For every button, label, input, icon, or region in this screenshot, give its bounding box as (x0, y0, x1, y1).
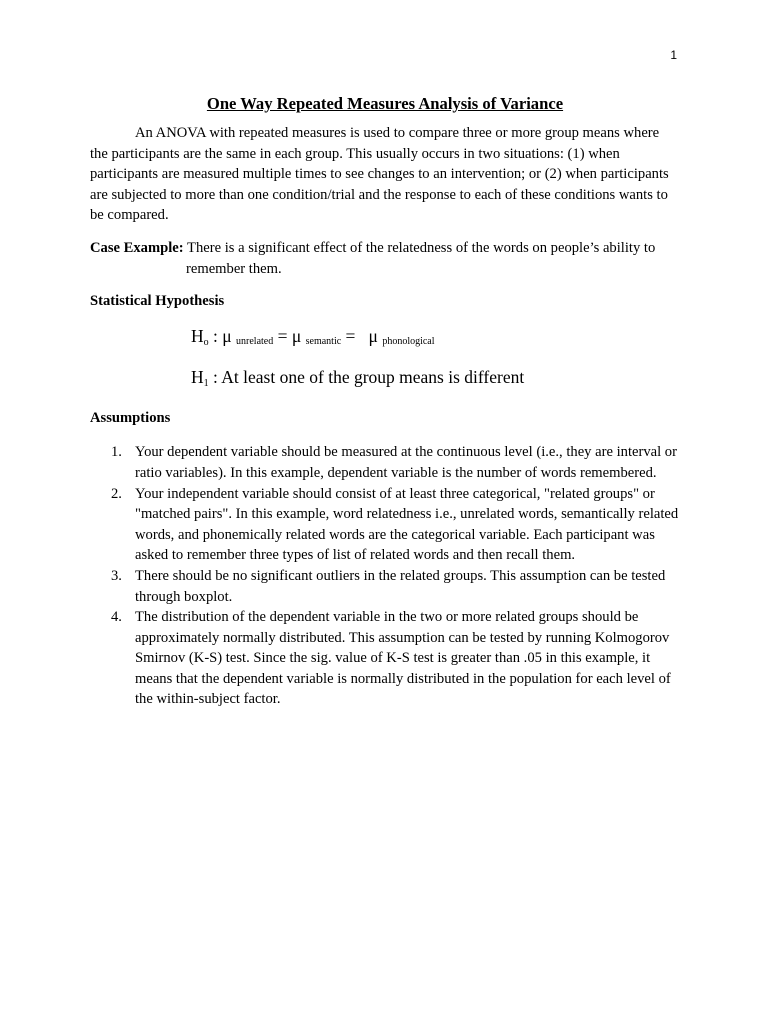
alternative-hypothesis (191, 365, 680, 396)
list-item (90, 484, 680, 566)
list-item-number: 2. (111, 485, 122, 502)
subscript-unrelated: unrelated (236, 335, 274, 347)
mu-symbol-3: μ (368, 325, 378, 346)
subscript-phonological: phonological (382, 335, 435, 347)
list-item-text: The distribution of the dependent variable in the two or more related groups should be approximately normally distributed. This assumption can be tested by running Kolmogorov Smirnov (K-S) test. Since the sig. value of K-S test is greater than .05 in this example, it means that the dependent variable is normally distributed in the population for each level of the within-subject factor. (135, 609, 671, 708)
intro-paragraph: An ANOVA with repeated measures is used to compare three or more group means where the participants are the same in each group. This usually occurs in two situations: (1) when participants are measured multiple times to see changes to an intervention; or (2) when participants are subjected to more than one condition/trial and the response to each of these conditions wants to be compared. (90, 125, 669, 224)
alt-hypothesis-subscript: 1 (203, 377, 209, 389)
null-hypothesis-colon: : (208, 325, 223, 346)
list-item (90, 442, 680, 483)
list-item-number: 3. (111, 567, 122, 584)
null-hypothesis-subscript: o (203, 336, 209, 348)
case-example-label: Case Example: (90, 239, 184, 256)
subscript-semantic: semantic (305, 335, 342, 347)
null-hypothesis-symbol: H (191, 325, 204, 346)
mu-symbol-2: μ (291, 325, 302, 346)
list-item (90, 566, 680, 607)
mu-symbol-1: μ (222, 325, 232, 346)
list-item-text: Your dependent variable should be measured at the continuous level (i.e., they are interval or ratio variables). In this example, dependent variable is the number of words remembered. (135, 444, 677, 481)
statistical-hypothesis-heading: Statistical Hypothesis (90, 293, 225, 310)
list-item-text: Your independent variable should consist of at least three categorical, "related groups" or "matched pairs". In this example, word relatedness i.e., unrelated words, semantically related words, and phonemically related words are the categorical variable. Each participant was asked to remember three types of list of related words and then recall them. (135, 485, 679, 564)
case-example-paragraph (90, 238, 680, 279)
equals-sign-2: = (341, 325, 369, 346)
page-number: 1 (670, 48, 677, 62)
document-body (90, 93, 680, 710)
case-example-text: There is a significant effect of the relatedness of the words on people’s ability to remember them. (186, 239, 656, 277)
alt-hypothesis-symbol: H (191, 366, 204, 387)
equals-sign-1: = (273, 325, 292, 346)
assumptions-list (90, 442, 680, 710)
list-item-text: There should be no significant outliers in the related groups. This assumption can be tested through boxplot. (135, 567, 666, 605)
alt-hypothesis-text: : At least one of the group means is different (208, 366, 525, 387)
list-item-number: 1. (111, 444, 122, 461)
null-hypothesis (191, 324, 680, 355)
document-title: One Way Repeated Measures Analysis of Variance (206, 94, 564, 113)
list-item (90, 607, 680, 710)
list-item-number: 4. (111, 609, 122, 626)
assumptions-heading: Assumptions (90, 409, 171, 426)
